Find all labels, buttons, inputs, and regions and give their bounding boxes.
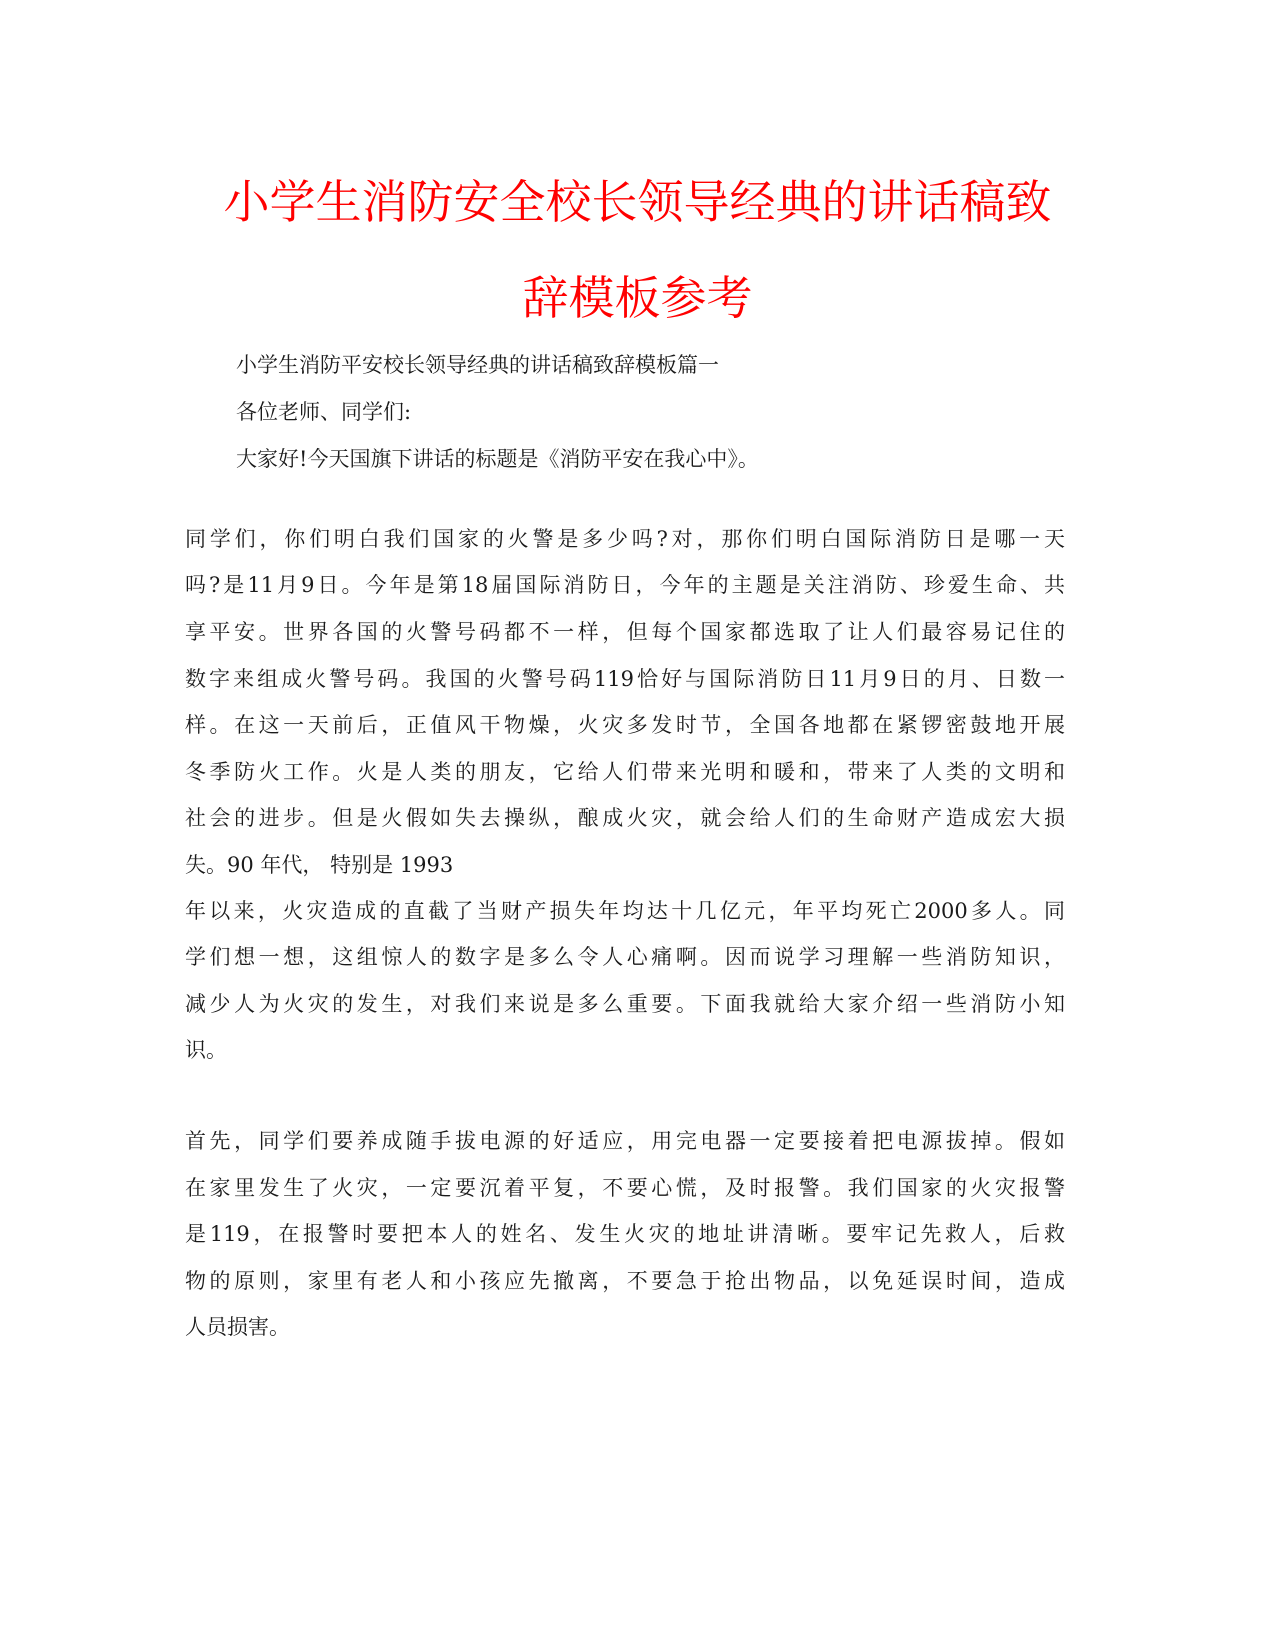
paragraph-1-line: 识。: [185, 1038, 227, 1062]
salutation: 各位老师、同学们:: [236, 400, 412, 424]
paragraph-2-line: 首先，同学们要养成随手拔电源的好适应，用完电器一定要接着把电源拔掉。假如: [185, 1129, 1065, 1153]
paragraph-1-line: 学们想一想，这组惊人的数字是多么令人心痛啊。因而说学习理解一些消防知识，: [185, 945, 1065, 969]
paragraph-1-line: 吗?是11月9日。今年是第18届国际消防日，今年的主题是关注消防、珍爱生命、共: [185, 573, 1065, 597]
paragraph-1-line: 数字来组成火警号码。我国的火警号码119恰好与国际消防日11月9日的月、日数一: [185, 667, 1065, 691]
paragraph-1-line: 社会的进步。但是火假如失去操纵，酿成火灾，就会给人们的生命财产造成宏大损: [185, 806, 1065, 830]
document-title-line-1: 小学生消防安全校长领导经典的讲话稿致: [223, 175, 1052, 229]
document-title-line-2: 辞模板参考: [522, 271, 753, 325]
speech-heading: 小学生消防平安校长领导经典的讲话稿致辞模板篇一: [236, 353, 719, 377]
paragraph-1-line: 失。90 年代， 特别是 1993: [185, 853, 454, 877]
paragraph-2-line: 在家里发生了火灾，一定要沉着平复，不要心慌，及时报警。我们国家的火灾报警: [185, 1176, 1065, 1200]
paragraph-1-line: 同学们，你们明白我们国家的火警是多少吗?对，那你们明白国际消防日是哪一天: [185, 527, 1065, 551]
paragraph-1-line: 享平安。世界各国的火警号码都不一样，但每个国家都选取了让人们最容易记住的: [185, 620, 1065, 644]
greeting: 大家好!今天国旗下讲话的标题是《消防平安在我心中》。: [236, 447, 759, 471]
paragraph-1-line: 样。在这一天前后，正值风干物燥，火灾多发时节，全国各地都在紧锣密鼓地开展: [185, 713, 1065, 737]
paragraph-1-line: 冬季防火工作。火是人类的朋友，它给人们带来光明和暖和，带来了人类的文明和: [185, 760, 1065, 784]
paragraph-2-line: 物的原则，家里有老人和小孩应先撤离，不要急于抢出物品，以免延误时间，造成: [185, 1269, 1065, 1293]
paragraph-1-line: 减少人为火灾的发生，对我们来说是多么重要。下面我就给大家介绍一些消防小知: [185, 992, 1065, 1016]
paragraph-1-line: 年以来，火灾造成的直截了当财产损失年均达十几亿元，年平均死亡2000多人。同: [185, 899, 1065, 923]
paragraph-2-line: 人员损害。: [185, 1315, 290, 1339]
paragraph-2-line: 是119，在报警时要把本人的姓名、发生火灾的地址讲清晰。要牢记先救人，后救: [185, 1222, 1065, 1246]
